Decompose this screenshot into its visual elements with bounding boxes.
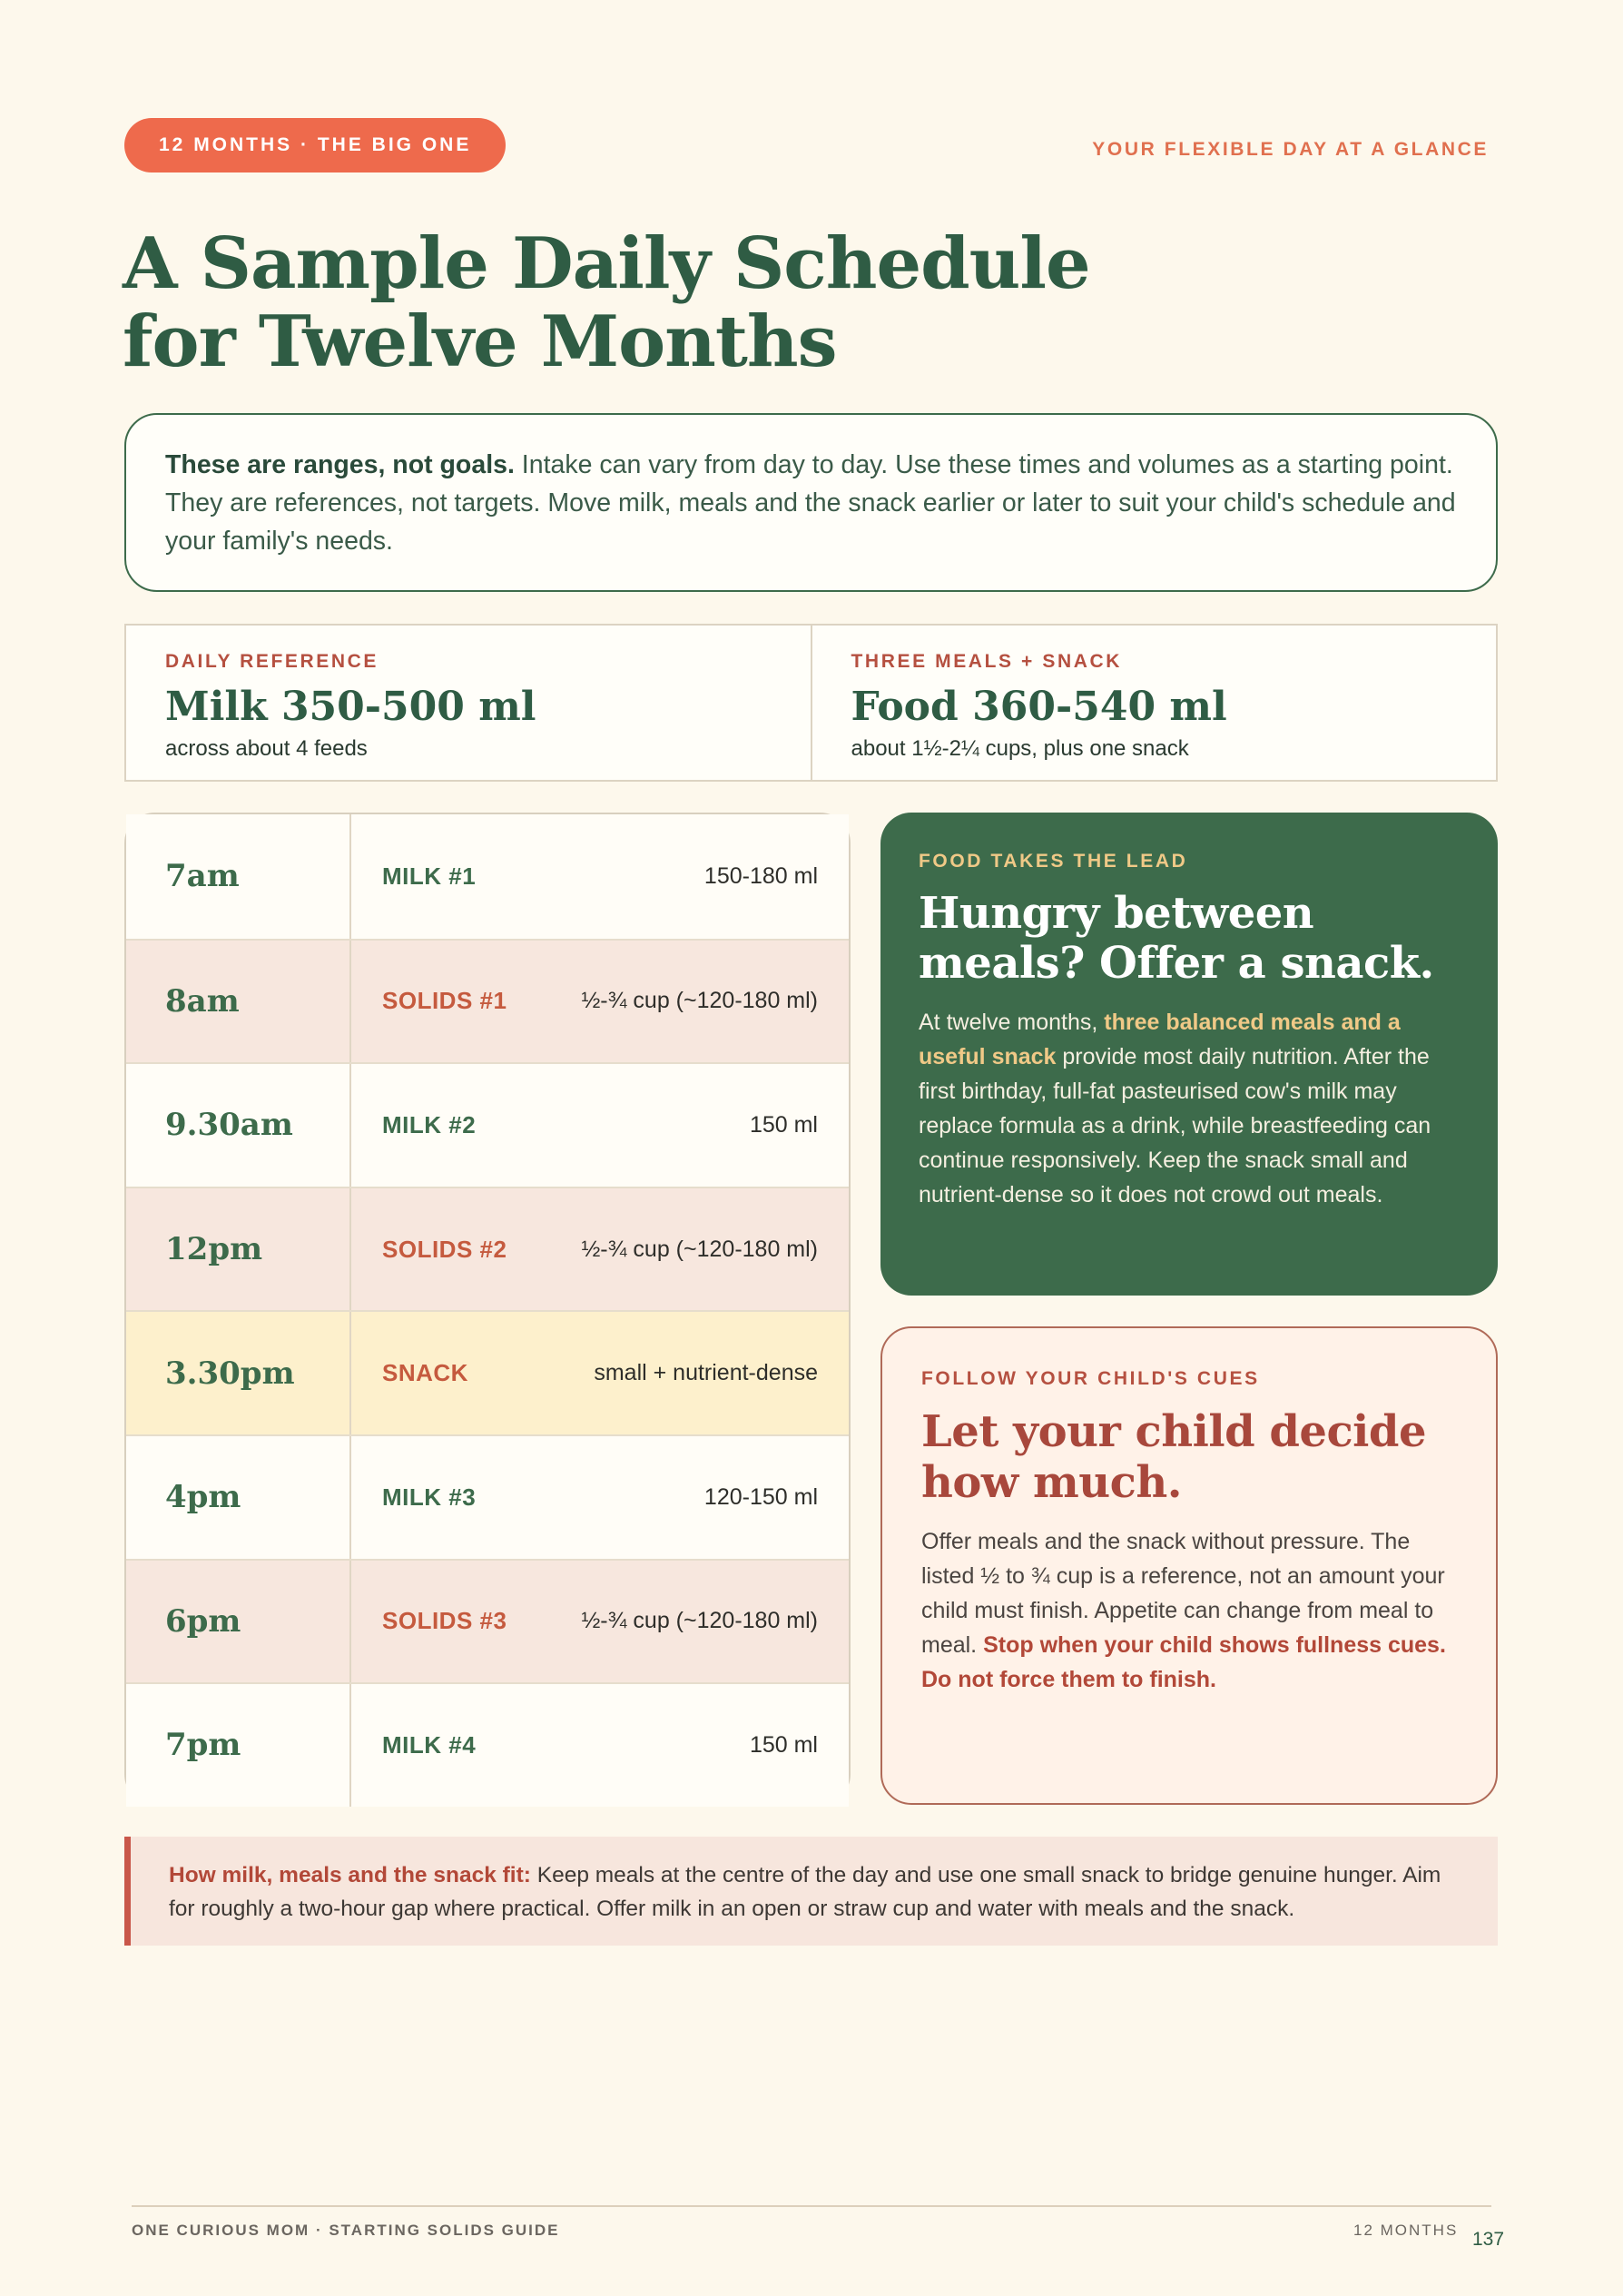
schedule-amount: ½-¾ cup (~120-180 ml) <box>581 1236 818 1262</box>
schedule-label: MILK #1 <box>382 862 477 890</box>
fit-note-text: Keep meals at the centre of the day and use one small snack to bridge genuine hunger. Aim for roughly a two-hour gap where practical. Offer milk in an open or straw cup and water with meals and the snack. <box>169 1863 1441 1921</box>
schedule-row <box>126 1187 849 1311</box>
cues-card-kicker: FOLLOW YOUR CHILD'S CUES <box>921 1368 1260 1389</box>
milk-reference <box>126 626 811 780</box>
schedule-row <box>126 1310 849 1434</box>
footer-divider <box>132 2205 1491 2207</box>
schedule-row <box>126 1559 849 1683</box>
cues-card-heading-line-1: Let your child decide <box>921 1406 1427 1457</box>
child-cues-card <box>880 1326 1498 1805</box>
food-card-body <box>919 1005 1460 1212</box>
milk-reference-sub: across about 4 feeds <box>165 736 368 761</box>
food-card-text-rest: provide most daily nutrition. After the first birthday, full-fat pasteurised cow's milk may replace formula as a drink, while breastfeeding can continue responsively. Keep the snack small and nutrient-dense so it does not crowd out meals. <box>919 1044 1431 1207</box>
schedule-row <box>126 1682 849 1807</box>
food-reference-value: Food 360-540 ml <box>851 684 1227 730</box>
footer-book-title: ONE CURIOUS MOM · STARTING SOLIDS GUIDE <box>132 2222 560 2239</box>
food-card-heading <box>919 889 1460 989</box>
schedule-amount: ½-¾ cup (~120-180 ml) <box>581 988 818 1014</box>
schedule-row <box>126 1434 849 1559</box>
page-kicker: YOUR FLEXIBLE DAY AT A GLANCE <box>1092 139 1489 160</box>
milk-reference-kicker: DAILY REFERENCE <box>165 651 379 672</box>
food-card-heading-line-1: Hungry between <box>919 888 1314 939</box>
schedule-amount: 150-180 ml <box>703 862 818 889</box>
food-card-heading-line-2: meals? Offer a snack. <box>919 938 1434 989</box>
section-pill: 12 MONTHS · THE BIG ONE <box>124 118 506 172</box>
fit-note-bold: How milk, meals and the snack fit: <box>169 1863 531 1887</box>
schedule-amount: small + nutrient-dense <box>594 1360 818 1386</box>
food-leads-card <box>880 813 1498 1296</box>
schedule-time: 4pm <box>126 1436 351 1559</box>
schedule-label: SOLIDS #1 <box>382 987 507 1015</box>
food-reference-sub: about 1½-2¼ cups, plus one snack <box>851 736 1189 761</box>
food-reference <box>811 626 1497 780</box>
schedule-label: SNACK <box>382 1359 468 1387</box>
schedule-time: 7am <box>126 814 351 939</box>
milk-reference-value: Milk 350-500 ml <box>165 684 536 730</box>
schedule-row <box>126 1062 849 1187</box>
food-card-text: At twelve months, <box>919 1010 1105 1035</box>
page-title-line-2: for Twelve Months <box>123 301 837 383</box>
food-card-highlight: three balanced meals and a useful snack <box>919 1010 1401 1069</box>
schedule-time: 3.30pm <box>126 1312 351 1434</box>
schedule-time: 6pm <box>126 1561 351 1683</box>
schedule-time: 8am <box>126 941 351 1063</box>
schedule-time: 9.30am <box>126 1064 351 1187</box>
schedule-amount: 150 ml <box>749 1731 818 1758</box>
cues-card-text: Offer meals and the snack without pressure. The listed ½ to ¾ cup is a reference, not an amount your child must finish. Appetite can change from meal to meal. <box>921 1529 1445 1658</box>
schedule-row <box>126 814 849 939</box>
schedule-row <box>126 939 849 1063</box>
food-reference-kicker: THREE MEALS + SNACK <box>851 651 1123 672</box>
page-title-line-1: A Sample Daily Schedule <box>123 222 1090 305</box>
schedule-label: MILK #4 <box>382 1730 477 1759</box>
fit-note <box>124 1837 1498 1946</box>
page-title <box>123 222 1090 383</box>
cues-card-body <box>921 1524 1458 1697</box>
intro-text: Intake can vary from day to day. Use these times and volumes as a starting point. They are references, not targets. Move milk, meals and the snack earlier or later to suit your child's schedule and your family's needs. <box>165 450 1456 556</box>
daily-reference-strip <box>124 624 1498 782</box>
intro-callout <box>124 413 1498 592</box>
food-card-kicker: FOOD TAKES THE LEAD <box>919 851 1188 872</box>
footer-section: 12 MONTHS <box>1353 2222 1459 2239</box>
schedule-amount: ½-¾ cup (~120-180 ml) <box>581 1608 818 1634</box>
schedule-label: MILK #3 <box>382 1483 477 1511</box>
cues-card-emphasis: Stop when your child shows fullness cues. Do not force them to finish. <box>921 1632 1446 1692</box>
cues-card-heading <box>921 1406 1458 1508</box>
page-number: 137 <box>1472 2229 1505 2250</box>
schedule-label: MILK #2 <box>382 1110 477 1138</box>
schedule-time: 7pm <box>126 1684 351 1807</box>
schedule-label: SOLIDS #2 <box>382 1235 507 1263</box>
cues-card-heading-line-2: how much. <box>921 1457 1182 1508</box>
schedule-amount: 150 ml <box>749 1111 818 1138</box>
schedule-time: 12pm <box>126 1188 351 1311</box>
schedule-table <box>124 813 851 1805</box>
schedule-amount: 120-150 ml <box>703 1483 818 1510</box>
intro-bold: These are ranges, not goals. <box>165 450 515 479</box>
schedule-label: SOLIDS #3 <box>382 1607 507 1635</box>
